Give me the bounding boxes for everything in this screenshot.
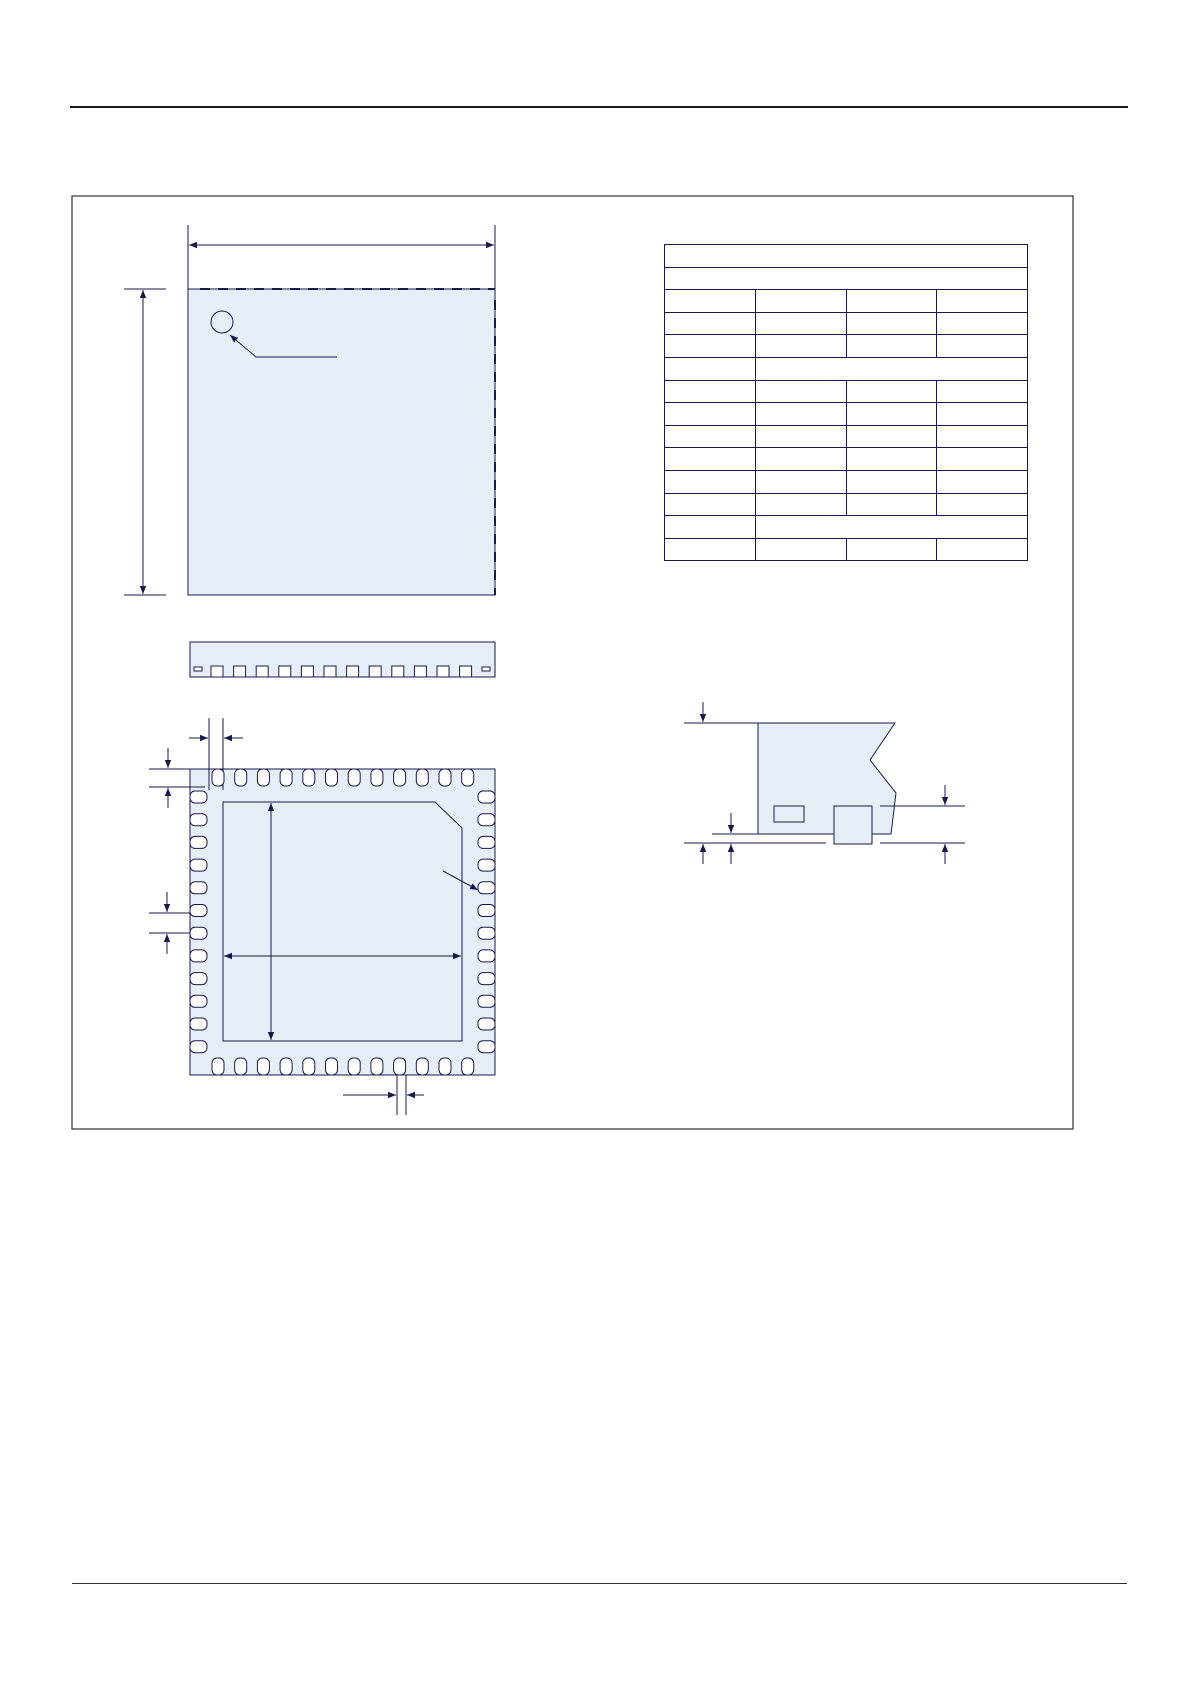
pin-bottom (303, 1058, 315, 1075)
side-view-lead (437, 666, 449, 677)
table-row (665, 448, 1028, 471)
table-cell (665, 312, 756, 335)
pin-right (478, 927, 495, 939)
table-cell (755, 448, 846, 471)
side-view-lead (392, 666, 404, 677)
table-cell (665, 357, 756, 380)
pin-bottom (416, 1058, 428, 1075)
table-row (665, 493, 1028, 516)
pin-bottom (462, 1058, 474, 1075)
table-cell (937, 380, 1028, 403)
pin-bottom (235, 1058, 247, 1075)
table-row (665, 403, 1028, 426)
table-cell (665, 267, 1028, 290)
pin-left (190, 859, 207, 871)
table-cell (755, 335, 846, 358)
side-view-lead (324, 666, 336, 677)
table-cell (755, 538, 846, 561)
table-row (665, 470, 1028, 493)
table-cell (846, 403, 937, 426)
table-row (665, 357, 1028, 380)
pin-bottom (371, 1058, 383, 1075)
table-cell (755, 516, 1027, 539)
pin-left (190, 882, 207, 894)
pin-left (190, 950, 207, 962)
table-row (665, 538, 1028, 561)
table-cell (665, 335, 756, 358)
table-cell (846, 470, 937, 493)
side-view-lead (347, 666, 359, 677)
pin-right (478, 791, 495, 803)
table-row (665, 335, 1028, 358)
table-cell (937, 403, 1028, 426)
table-cell (937, 425, 1028, 448)
table-cell (755, 470, 846, 493)
pin-bottom (257, 1058, 269, 1075)
pin-bottom (280, 1058, 292, 1075)
table-cell (755, 357, 1027, 380)
table-row (665, 267, 1028, 290)
table-row (665, 290, 1028, 313)
side-view-lead (256, 666, 268, 677)
table-row (665, 380, 1028, 403)
table-cell (846, 493, 937, 516)
table-cell (846, 380, 937, 403)
exposed-pad (223, 802, 462, 1041)
top-view (124, 225, 495, 595)
table-row (665, 516, 1028, 539)
pin-right (478, 1041, 495, 1053)
pin-right (478, 995, 495, 1007)
table-cell (937, 290, 1028, 313)
pin-bottom (348, 1058, 360, 1075)
pin-top (439, 769, 451, 786)
pin-left (190, 927, 207, 939)
bottom-view (149, 718, 495, 1115)
table-cell (665, 493, 756, 516)
detail-pad-small (774, 806, 804, 822)
pin-right (478, 836, 495, 848)
table-cell (755, 403, 846, 426)
table-cell (665, 425, 756, 448)
table-cell (937, 538, 1028, 561)
pin-top (416, 769, 428, 786)
table-cell (665, 448, 756, 471)
table-row (665, 312, 1028, 335)
pin-right (478, 950, 495, 962)
side-view-lead (279, 666, 291, 677)
pin-top (348, 769, 360, 786)
pin-top (235, 769, 247, 786)
pin-top (462, 769, 474, 786)
table-cell (665, 516, 756, 539)
table-cell (665, 470, 756, 493)
pin-bottom (212, 1058, 224, 1075)
table-cell (937, 335, 1028, 358)
pin-top (326, 769, 338, 786)
pin-top (212, 769, 224, 786)
pin-bottom (326, 1058, 338, 1075)
table-cell (665, 245, 1028, 268)
top-view-body (188, 289, 495, 595)
table-cell (755, 380, 846, 403)
pin-right (478, 859, 495, 871)
table-cell (937, 493, 1028, 516)
table-cell (755, 290, 846, 313)
table-cell (755, 493, 846, 516)
table-cell (755, 425, 846, 448)
dimensions-table (664, 244, 1028, 561)
pin-left (190, 1041, 207, 1053)
table-cell (937, 448, 1028, 471)
side-view-lead (211, 666, 223, 677)
pin-left (190, 791, 207, 803)
detail-view (684, 702, 965, 864)
pin-left (190, 973, 207, 985)
table-cell (665, 290, 756, 313)
table-cell (755, 312, 846, 335)
side-view-lead (301, 666, 313, 677)
table-cell (846, 448, 937, 471)
table-cell (846, 538, 937, 561)
side-view-lead (234, 666, 246, 677)
side-view-end-lead-right (482, 667, 490, 671)
table-cell (665, 538, 756, 561)
pin-right (478, 882, 495, 894)
pin-top (394, 769, 406, 786)
side-view-lead (460, 666, 472, 677)
pin-top (280, 769, 292, 786)
pin-bottom (439, 1058, 451, 1075)
table-cell (846, 312, 937, 335)
pin-top (303, 769, 315, 786)
pin-right (478, 814, 495, 826)
pin-top (257, 769, 269, 786)
detail-terminal (834, 806, 872, 844)
table-cell (846, 425, 937, 448)
pin-right (478, 1018, 495, 1030)
pin-top (371, 769, 383, 786)
dimensions-table-body (665, 245, 1028, 561)
table-row (665, 425, 1028, 448)
pin-left (190, 1018, 207, 1030)
pin-left (190, 905, 207, 917)
pin-bottom (394, 1058, 406, 1075)
table-cell (665, 403, 756, 426)
table-cell (937, 312, 1028, 335)
pin-right (478, 973, 495, 985)
pin-left (190, 836, 207, 848)
pin-right (478, 905, 495, 917)
side-view-lead (414, 666, 426, 677)
side-view (190, 642, 495, 677)
table-cell (846, 335, 937, 358)
pin-left (190, 814, 207, 826)
table-cell (846, 290, 937, 313)
side-view-lead (369, 666, 381, 677)
table-cell (665, 380, 756, 403)
table-cell (937, 470, 1028, 493)
table-row (665, 245, 1028, 268)
pin-left (190, 995, 207, 1007)
side-view-end-lead-left (194, 667, 202, 671)
